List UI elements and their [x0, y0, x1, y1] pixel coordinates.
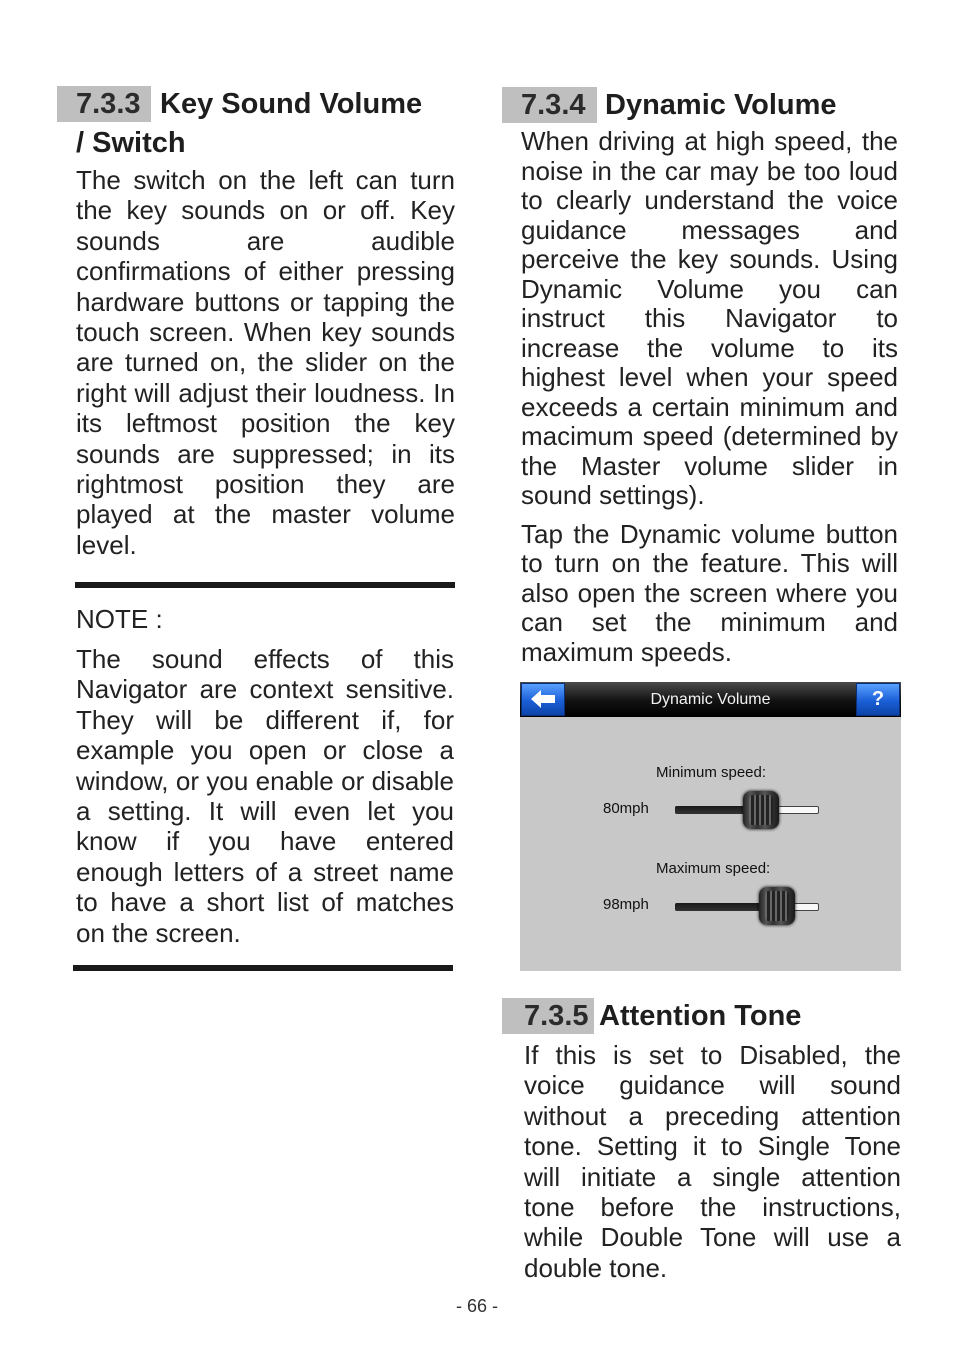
help-button[interactable]: ?	[856, 683, 900, 716]
section-title: Attention Tone	[599, 1000, 802, 1032]
divider-top	[75, 582, 455, 588]
section-heading	[502, 998, 902, 1034]
section-number: 7.3.3	[57, 86, 151, 122]
screen-title: Dynamic Volume	[650, 691, 771, 708]
back-arrow-icon	[522, 684, 564, 715]
note-label: NOTE :	[76, 604, 163, 634]
divider-bottom	[73, 965, 453, 971]
min-speed-value: 80mph	[603, 800, 649, 817]
section-body: If this is set to Disabled, the voice guidance will sound without a preceding attention tone. Setting it to Single Tone will initiate a single attention tone before the instructions, while Double Tone will use a double tone.	[524, 1040, 901, 1283]
max-speed-knob[interactable]	[759, 887, 795, 925]
note-body: The sound effects of this Navigator are context sensitive. They will be different if, for example you open or close a window, or you enable or disable a setting. It will even let you know if you have entered enough letters of a street name to have a short list of matches on the screen.	[76, 644, 454, 948]
min-speed-knob[interactable]	[743, 791, 779, 829]
section-number: 7.3.4	[502, 87, 597, 123]
dynamic-volume-screen	[520, 682, 901, 971]
section-title: Key Sound Volume	[160, 88, 423, 120]
section-title-continued: / Switch	[76, 127, 186, 159]
page-number: - 66 -	[455, 1296, 498, 1316]
section-title: Dynamic Volume	[605, 89, 837, 121]
min-speed-label: Minimum speed:	[656, 764, 767, 781]
section-body-1: When driving at high speed, the noise in the car may be too loud to clearly understand the voice guidance messages and perceive the key sounds. Using Dynamic Volume you can instruct this Navigator to increase the volume to its highest level when your speed exceeds a certain minimum and macimum speed (determined by the Master volume slider in sound settings).	[521, 126, 898, 510]
screen-title-bar	[520, 682, 901, 717]
back-button[interactable]	[521, 683, 565, 716]
max-speed-value: 98mph	[603, 896, 649, 913]
section-body: The switch on the left can turn the key sounds on or off. Key sounds are audible confirmations of either pressing hardware buttons or tapping the touch screen. When key sounds are turned on, the slider on the right will adjust their loudness. In its leftmost position the key sounds are suppressed; in its rightmost position they are played at the master volume level.	[76, 165, 455, 560]
section-body-2: Tap the Dynamic volume button to turn on the feature. This will also open the screen where you can set the minimum and maximum speeds.	[521, 518, 898, 667]
section-heading	[502, 87, 902, 123]
section-heading	[57, 86, 457, 122]
section-7-3-3	[57, 86, 457, 560]
max-speed-label: Maximum speed:	[656, 860, 771, 877]
section-7-3-5	[502, 998, 902, 1283]
section-number: 7.3.5	[502, 998, 594, 1034]
note-box	[76, 604, 454, 948]
section-7-3-4	[502, 87, 902, 667]
